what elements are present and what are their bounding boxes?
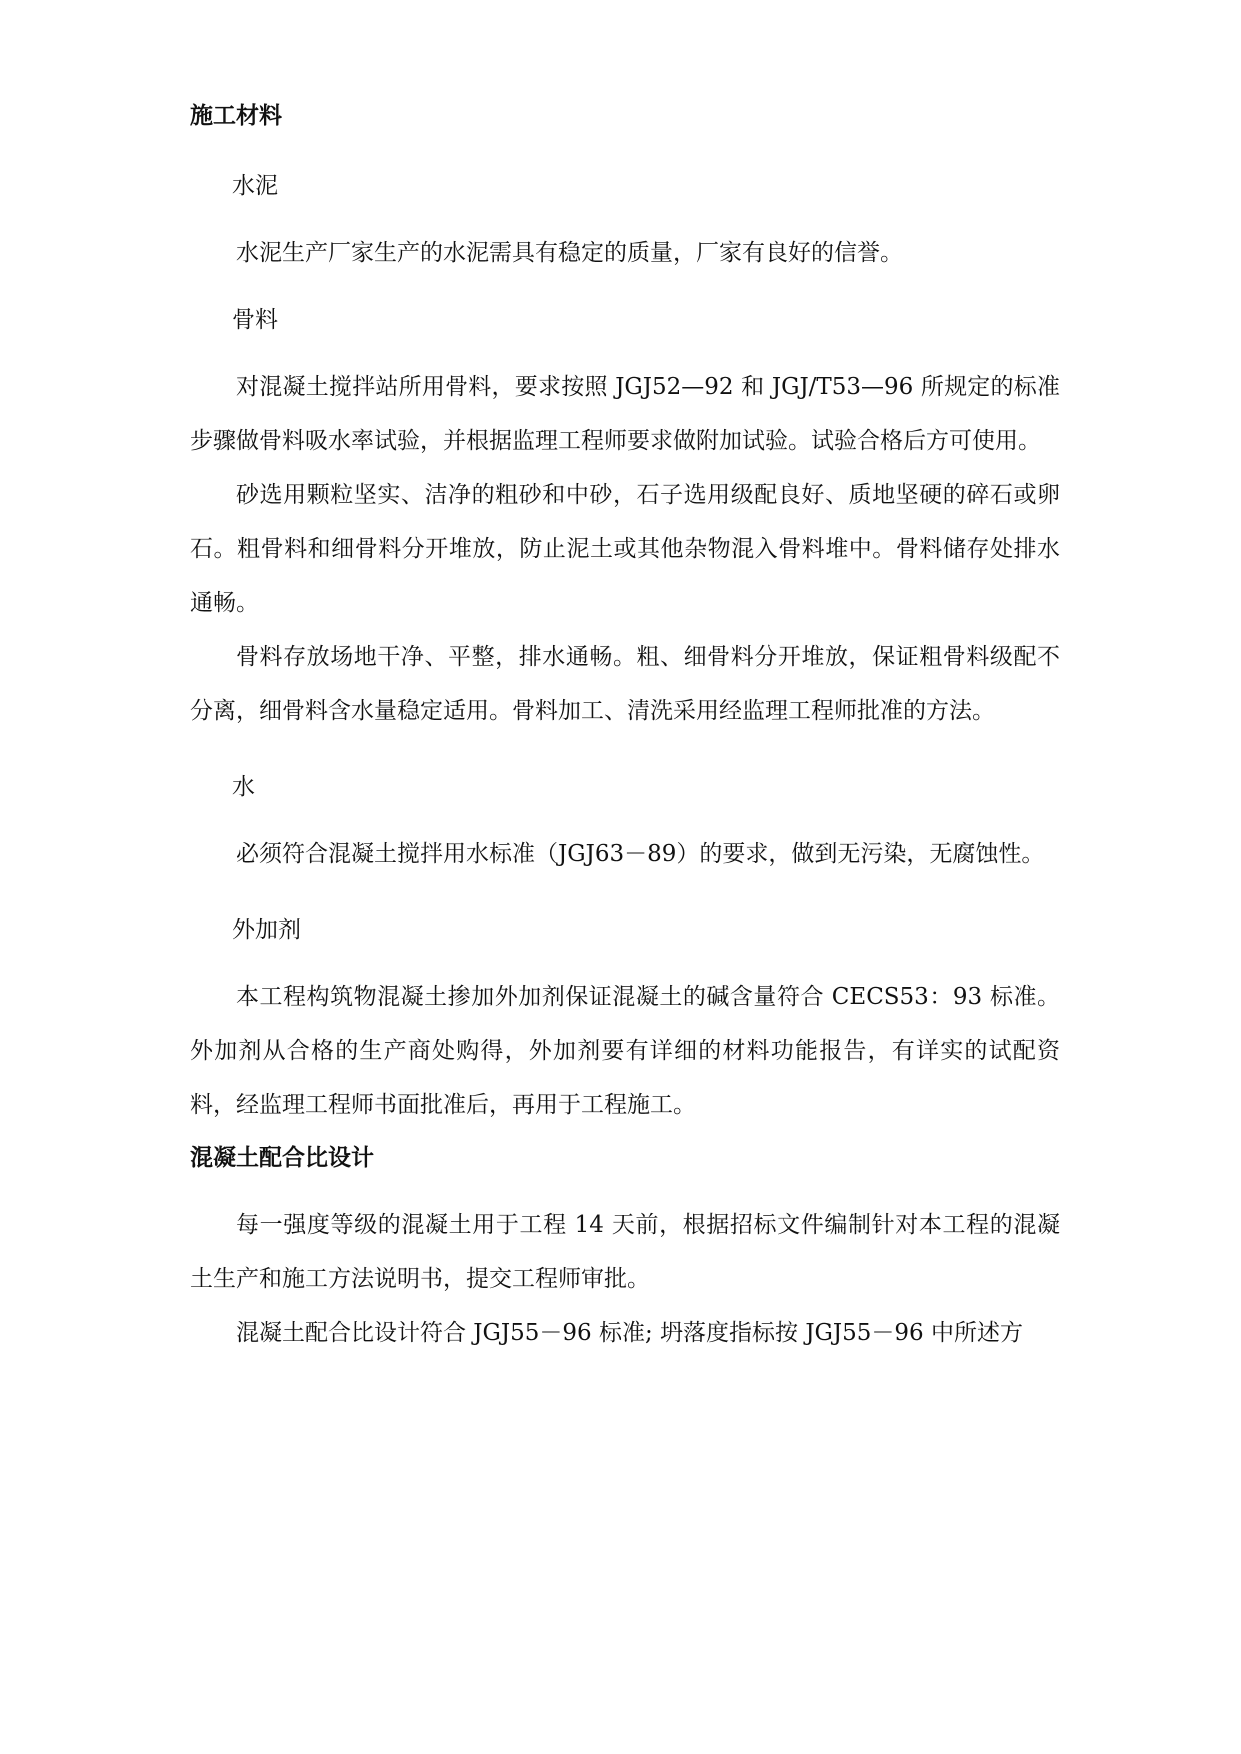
section-title-materials: 施工材料 xyxy=(190,102,282,129)
document-body xyxy=(190,100,1060,1360)
paragraph-water: 必须符合混凝土搅拌用水标准（JGJ63－89）的要求，做到无污染，无腐蚀性。 xyxy=(236,841,1045,867)
paragraph-aggregate-2: 砂选用颗粒坚实、洁净的粗砂和中砂，石子选用级配良好、质地坚硬的碎石或卵石。粗骨料和细骨料分开堆放，防止泥土或其他杂物混入骨料堆中。骨料储存处排水通畅。 xyxy=(190,482,1060,616)
paragraph-mix-design-2: 混凝土配合比设计符合 JGJ55－96 标准; 坍落度指标按 JGJ55－96 中所述方 xyxy=(236,1320,1023,1346)
paragraph-mix-design-1: 每一强度等级的混凝土用于工程 14 天前，根据招标文件编制针对本工程的混凝土生产和施工方法说明书，提交工程师审批。 xyxy=(190,1212,1060,1292)
paragraph-cement: 水泥生产厂家生产的水泥需具有稳定的质量，厂家有良好的信誉。 xyxy=(236,240,903,266)
subsection-title-cement: 水泥 xyxy=(232,173,278,199)
subsection-title-water: 水 xyxy=(232,774,255,800)
subsection-title-aggregate: 骨料 xyxy=(232,307,278,333)
subsection-title-admixture: 外加剂 xyxy=(232,917,301,943)
section-title-mix-design: 混凝土配合比设计 xyxy=(190,1144,374,1171)
paragraph-admixture: 本工程构筑物混凝土掺加外加剂保证混凝土的碱含量符合 CECS53：93 标准。外加剂从合格的生产商处购得，外加剂要有详细的材料功能报告，有详实的试配资料，经监理工程师书面批准后，再用于工程施工。 xyxy=(190,984,1060,1118)
paragraph-aggregate-3: 骨料存放场地干净、平整，排水通畅。粗、细骨料分开堆放，保证粗骨料级配不分离，细骨料含水量稳定适用。骨料加工、清洗采用经监理工程师批准的方法。 xyxy=(190,644,1060,724)
paragraph-aggregate-1: 对混凝土搅拌站所用骨料，要求按照 JGJ52—92 和 JGJ/T53—96 所规定的标准步骤做骨料吸水率试验，并根据监理工程师要求做附加试验。试验合格后方可使用。 xyxy=(190,374,1060,454)
